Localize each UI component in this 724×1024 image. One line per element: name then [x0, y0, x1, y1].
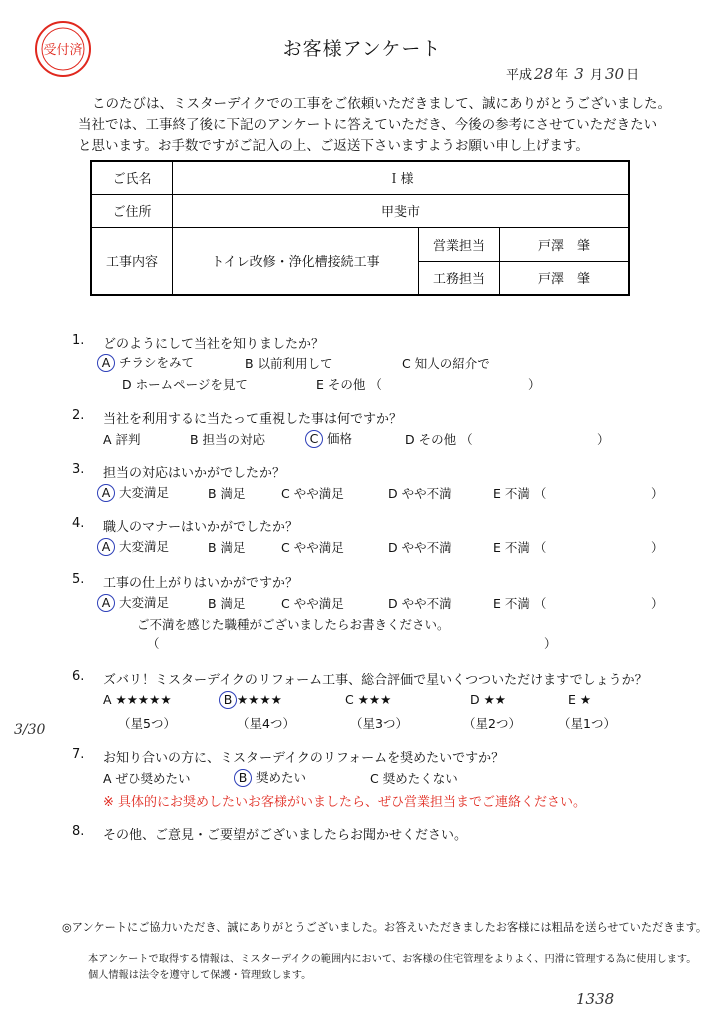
q1-option-a-text: チラシをみて [118, 355, 194, 370]
q1-option-a [100, 353, 194, 372]
q3-text: 担当の対応はいかがでしたか？ [103, 466, 286, 481]
q6-option-b-text: ★★★★ [237, 692, 282, 707]
q5-number: 5. [72, 572, 85, 587]
q6-label-d: （星2つ） [463, 716, 521, 731]
q2-option-a: A 評判 [103, 432, 141, 447]
q4-selected-circle: A [97, 538, 115, 556]
q3-option-e: E 不満 （ [493, 486, 547, 501]
q2-close: ） [597, 432, 610, 447]
q4-option-e: E 不満 （ [493, 540, 547, 555]
address-label: ご住所 [91, 194, 173, 227]
q3-option-c: C やや満足 [281, 486, 344, 501]
name-label: ご氏名 [91, 161, 173, 194]
q6-label-c: （星3つ） [350, 716, 408, 731]
q6-option-d: D ★★ [470, 692, 507, 707]
q4-option-a-text: 大変満足 [118, 539, 169, 554]
q2-option-b: B 担当の対応 [190, 432, 266, 447]
works-label: 工務担当 [419, 261, 500, 295]
q5-close: ） [651, 596, 664, 611]
q4-text: 職人のマナーはいかがでしたか？ [103, 520, 299, 535]
q5-sub-close: ） [544, 636, 557, 651]
q7-option-c: C 奨めたくない [370, 771, 458, 786]
sales-value: 戸澤 肇 [500, 227, 630, 261]
q2-option-d: D その他 （ [405, 432, 473, 447]
margin-handwritten-note: 3/30 [14, 722, 46, 738]
q5-text: 工事の仕上がりはいかがですか？ [103, 576, 299, 591]
q3-option-a [100, 483, 169, 502]
intro-line-1: このたびは、ミスターデイクでの工事をご依頼いただきまして、誠にありがとうございました。 [92, 96, 672, 112]
q5-option-a-text: 大変満足 [118, 595, 169, 610]
footer-privacy-1: 本アンケートで取得する情報は、ミスターデイクの範囲内において、お客様の住宅管理をよりよく、円滑に管理する為に使用します。 [88, 954, 697, 965]
footer-thanks: ◎アンケートにご協力いただき、誠にありがとうございました。お答えいただきましたお客様には粗品を送らせていただきます。 [62, 921, 708, 934]
q5-option-b: B 満足 [208, 596, 246, 611]
date-month-unit: 月 [589, 68, 603, 83]
q7-option-b [237, 768, 306, 787]
q1-option-d: D ホームページを見て [122, 377, 248, 392]
q6-option-e: E ★ [568, 692, 592, 707]
date-line [506, 64, 639, 83]
date-era: 平成 [506, 68, 533, 83]
q4-option-d: D やや不満 [388, 540, 452, 555]
q4-option-a [100, 537, 169, 556]
work-label: 工事内容 [91, 227, 173, 295]
q6-number: 6. [72, 669, 85, 684]
q5-sub-open: （ [147, 636, 160, 651]
date-day: 30 [604, 65, 625, 83]
q6-label-e: （星1つ） [558, 716, 616, 731]
q2-selected-circle: C [305, 430, 323, 448]
q5-option-d: D やや不満 [388, 596, 452, 611]
q2-option-c-text: 価格 [326, 431, 352, 446]
q3-option-a-text: 大変満足 [118, 485, 169, 500]
q6-text: ズバリ！ミスターデイクのリフォーム工事、総合評価で星いくつついただけますでしょうか？ [103, 673, 648, 688]
q3-selected-circle: A [97, 484, 115, 502]
q4-option-c: C やや満足 [281, 540, 344, 555]
q5-option-a [100, 593, 169, 612]
page-title: お客様アンケート [282, 38, 442, 60]
q7-text: お知り合いの方に、ミスターデイクのリフォームを奨めたいですか？ [103, 751, 505, 766]
q3-option-b: B 満足 [208, 486, 246, 501]
q1-close: ） [528, 377, 541, 392]
q7-note: ※ 具体的にお奨めしたいお客様がいましたら、ぜひ営業担当までご連絡ください。 [103, 795, 587, 810]
q4-close: ） [651, 540, 664, 555]
q5-option-c: C やや満足 [281, 596, 344, 611]
q7-selected-circle: B [234, 769, 252, 787]
date-year-unit: 年 [555, 68, 569, 83]
q7-number: 7. [72, 747, 85, 762]
q5-option-e: E 不満 （ [493, 596, 547, 611]
q2-option-c [308, 429, 352, 448]
q2-number: 2. [72, 408, 85, 423]
q6-option-a: A ★★★★★ [103, 692, 172, 707]
customer-info-table [90, 160, 630, 296]
q6-label-b: （星4つ） [237, 716, 295, 731]
address-value: 甲斐市 [173, 194, 630, 227]
q4-number: 4. [72, 516, 85, 531]
name-value: Ｉ様 [173, 161, 630, 194]
sales-label: 営業担当 [419, 227, 500, 261]
q6-label-a: （星5つ） [118, 716, 176, 731]
q7-option-b-text: 奨めたい [255, 770, 306, 785]
footer-privacy-2: 個人情報は法令を遵守して保護・管理致します。 [88, 970, 312, 981]
q5-selected-circle: A [97, 594, 115, 612]
date-day-unit: 日 [626, 68, 640, 83]
q1-option-e: E その他 （ [316, 377, 382, 392]
q5-sub-text: ご不満を感じた職種がございましたらお書きください。 [137, 617, 450, 632]
q7-option-a: A ぜひ奨めたい [103, 771, 191, 786]
q8-text: その他、ご意見・ご要望がございましたらお聞かせください。 [103, 828, 468, 843]
svg-text:受付済: 受付済 [43, 43, 83, 58]
works-value: 戸澤 肇 [500, 261, 630, 295]
q1-number: 1. [72, 333, 85, 348]
intro-line-2: 当社では、工事終了後に下記のアンケートに答えていただき、今後の参考にさせていただきたい [78, 117, 658, 133]
q1-option-c: C 知人の紹介で [402, 356, 490, 371]
q1-text: どのようにして当社を知りましたか？ [103, 337, 325, 352]
date-year: 28 [534, 65, 554, 83]
intro-line-3: と思います。お手数ですがご記入の上、ご返送下さいますようお願い申し上げます。 [78, 138, 589, 154]
date-month: 3 [574, 65, 584, 83]
q3-option-d: D やや不満 [388, 486, 452, 501]
q3-number: 3. [72, 462, 85, 477]
q6-option-c: C ★★★ [345, 692, 392, 707]
q8-number: 8. [72, 824, 85, 839]
serial-number: 1338 [576, 990, 615, 1008]
work-value: トイレ改修・浄化槽接続工事 [173, 227, 419, 295]
q6-selected-circle: B [219, 691, 237, 709]
q1-selected-circle: A [97, 354, 115, 372]
q1-option-b: B 以前利用して [245, 356, 333, 371]
q2-text: 当社を利用するに当たって重視した事は何ですか？ [103, 412, 403, 427]
q4-option-b: B 満足 [208, 540, 246, 555]
q3-close: ） [651, 486, 664, 501]
q6-option-b [222, 691, 282, 709]
